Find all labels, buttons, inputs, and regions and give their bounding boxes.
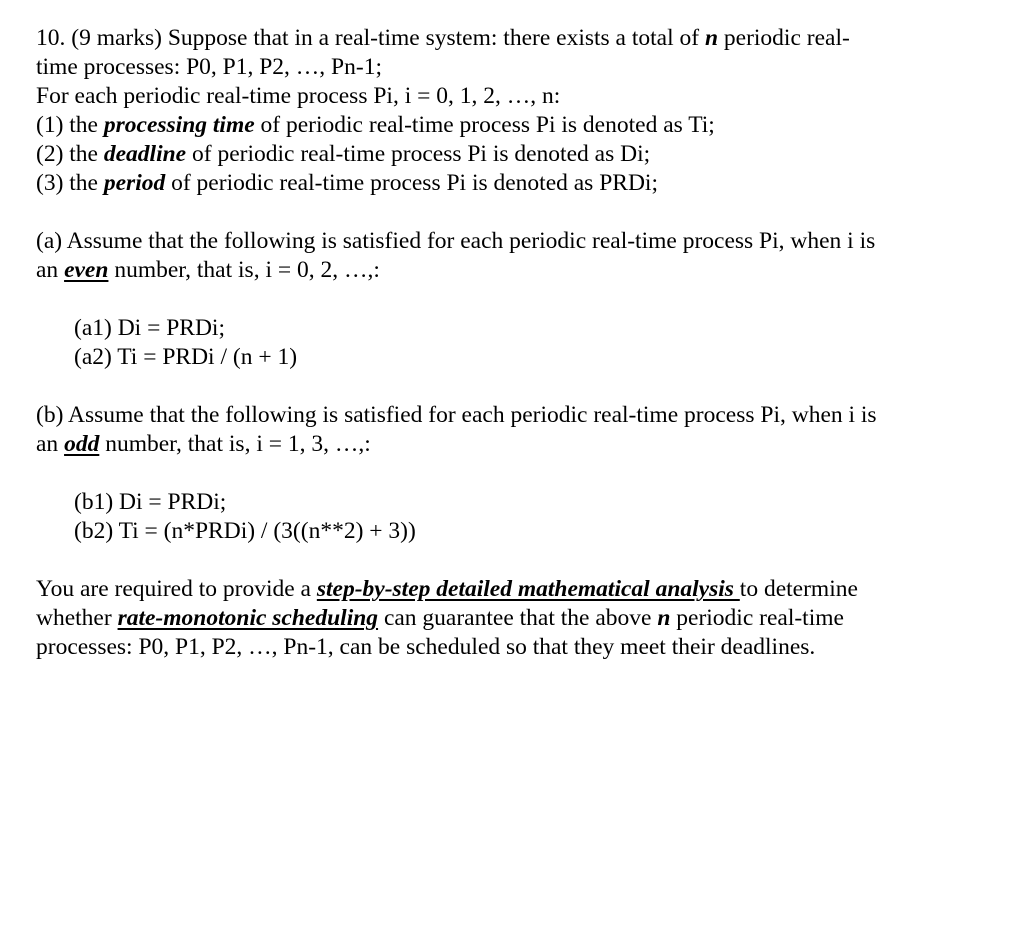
condition-b2: (b2) Ti = (n*PRDi) / (3((n**2) + 3)) (74, 518, 416, 544)
spacer (36, 546, 996, 575)
header-text: 10. (9 marks) Suppose that in a real-time system: there exists a total of (36, 25, 705, 51)
definition-item-1 (36, 111, 996, 140)
definition-item-3 (36, 169, 996, 198)
spacer (36, 285, 996, 314)
task-line-2-mid: can guarantee that the above (378, 605, 658, 631)
definition-3-suffix: of periodic real-time process Pi is denoted as PRDi; (165, 170, 658, 196)
task-suffix: to determine (739, 576, 858, 602)
task-line-1 (36, 575, 996, 604)
part-b-prefix: an (36, 431, 65, 457)
part-b-suffix: number, that is, i = 1, 3, …,: (99, 431, 371, 457)
part-a-line-1: (a) Assume that the following is satisfied for each periodic real-time process Pi, when i is (36, 228, 876, 254)
spacer (36, 198, 996, 227)
definition-item-2 (36, 140, 996, 169)
task-n-variable: n (657, 605, 671, 631)
definitions-intro: For each periodic real-time process Pi, i = 0, 1, 2, …, n: (36, 83, 561, 109)
definition-2-suffix: of periodic real-time process Pi is denoted as Di; (186, 141, 651, 167)
part-b-odd-term: odd (64, 431, 100, 457)
definition-3-term: period (103, 170, 166, 196)
task-prefix: You are required to provide a (36, 576, 317, 602)
part-a-prefix: an (36, 257, 65, 283)
part-b-line-2 (36, 430, 996, 459)
definition-2-term: deadline (103, 141, 187, 167)
spacer (36, 459, 996, 488)
task-analysis-term: step-by-step detailed mathematical analysis (316, 576, 740, 602)
part-a-suffix: number, that is, i = 0, 2, …,: (108, 257, 380, 283)
question-header-line-1 (36, 24, 996, 53)
task-line-3: processes: P0, P1, P2, …, Pn-1, can be scheduled so that they meet their deadlines. (36, 634, 816, 660)
definition-1-suffix: of periodic real-time process Pi is denoted as Ti; (254, 112, 715, 138)
task-line-2-suffix: periodic real-time (670, 605, 844, 631)
question-header-line-2: time processes: P0, P1, P2, …, Pn-1; (36, 54, 382, 80)
part-a-even-term: even (64, 257, 109, 283)
header-n-variable: n (704, 25, 719, 51)
task-line-2-prefix: whether (36, 605, 118, 631)
task-rms-term: rate-monotonic scheduling (117, 605, 379, 631)
task-line-2 (36, 604, 996, 633)
definition-3-prefix: (3) the (36, 170, 104, 196)
definition-1-term: processing time (103, 112, 255, 138)
condition-a1: (a1) Di = PRDi; (74, 315, 225, 341)
condition-b1: (b1) Di = PRDi; (74, 489, 227, 515)
question-document (36, 24, 996, 662)
condition-a2: (a2) Ti = PRDi / (n + 1) (74, 344, 298, 370)
spacer (36, 372, 996, 401)
part-b-line-1: (b) Assume that the following is satisfied for each periodic real-time process Pi, when i is (36, 402, 877, 428)
part-a-line-2 (36, 256, 996, 285)
definition-1-prefix: (1) the (36, 112, 104, 138)
header-text-after-n: periodic real- (718, 25, 850, 51)
definition-2-prefix: (2) the (36, 141, 104, 167)
